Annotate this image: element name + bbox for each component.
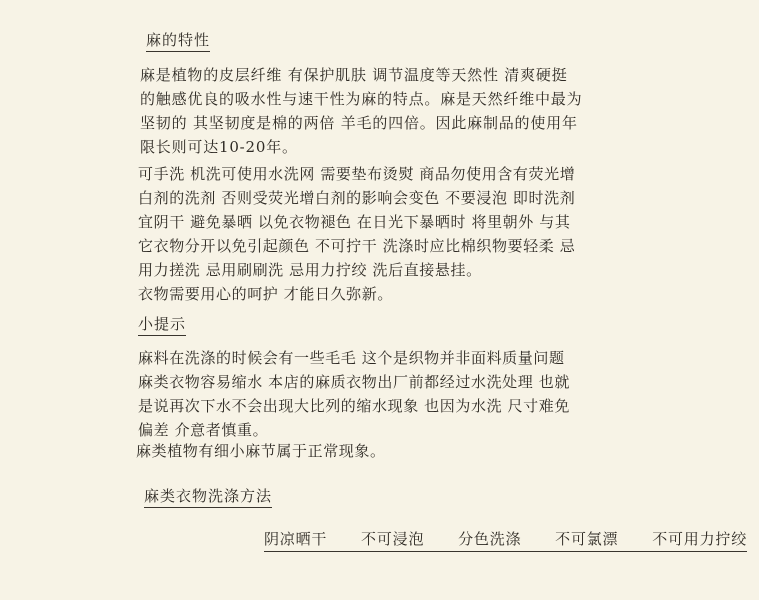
tips-description bbox=[138, 346, 570, 442]
properties-line: 限长则可达10-20年。 bbox=[140, 138, 298, 156]
properties-line: 的触感优良的吸水性与速干性为麻的特点。麻是天然纤维中最为 bbox=[140, 90, 583, 108]
tips-line: 是说再次下水不会出现大比列的缩水现象 也因为水洗 尺寸难免 bbox=[138, 397, 570, 415]
care-line: 宜阴干 避免暴晒 以免衣物褪色 在日光下暴晒时 将里朝外 与其 bbox=[138, 213, 571, 231]
washing-method-item: 不可浸泡 bbox=[361, 530, 425, 548]
tips-note-line: 麻类植物有细小麻节属于正常现象。 bbox=[136, 442, 386, 460]
properties-description bbox=[140, 63, 582, 159]
care-instructions bbox=[138, 162, 575, 306]
tips-line: 偏差 介意者慎重。 bbox=[138, 421, 269, 439]
washing-method-item: 阴凉晒干 bbox=[264, 530, 328, 548]
care-line: 用力搓洗 忌用刷刷洗 忌用力拧绞 洗后直接悬挂。 bbox=[138, 261, 482, 279]
care-line: 衣物需要用心的呵护 才能日久弥新。 bbox=[138, 285, 393, 303]
washing-method-item: 不可氯漂 bbox=[555, 530, 619, 548]
properties-line: 坚韧的 其坚韧度是棉的两倍 羊毛的四倍。因此麻制品的使用年 bbox=[140, 114, 578, 132]
tips-line: 麻料在洗涤的时候会有一些毛毛 这个是织物并非面料质量问题 bbox=[138, 349, 565, 367]
tips-line: 麻类衣物容易缩水 本店的麻质衣物出厂前都经过水洗处理 也就 bbox=[138, 373, 570, 391]
washing-method-item: 不可用力拧绞 bbox=[652, 530, 747, 548]
care-line: 白剂的洗剂 否则受荧光增白剂的影响会变色 不要浸泡 即时洗剂 bbox=[138, 189, 576, 207]
washing-methods bbox=[264, 528, 747, 552]
properties-heading: 麻的特性 bbox=[146, 30, 210, 52]
washing-heading: 麻类衣物洗涤方法 bbox=[144, 486, 272, 508]
care-line: 它衣物分开以免引起颜色 不可拧干 洗涤时应比棉织物要轻柔 忌 bbox=[138, 237, 576, 255]
tips-heading: 小提示 bbox=[138, 314, 186, 336]
tips-note bbox=[136, 439, 386, 463]
properties-line: 麻是植物的皮层纤维 有保护肌肤 调节温度等天然性 清爽硬挺 bbox=[140, 66, 568, 84]
care-line: 可手洗 机洗可使用水洗网 需要垫布烫熨 商品勿使用含有荧光增 bbox=[138, 165, 576, 183]
washing-method-item: 分色洗涤 bbox=[458, 530, 522, 548]
